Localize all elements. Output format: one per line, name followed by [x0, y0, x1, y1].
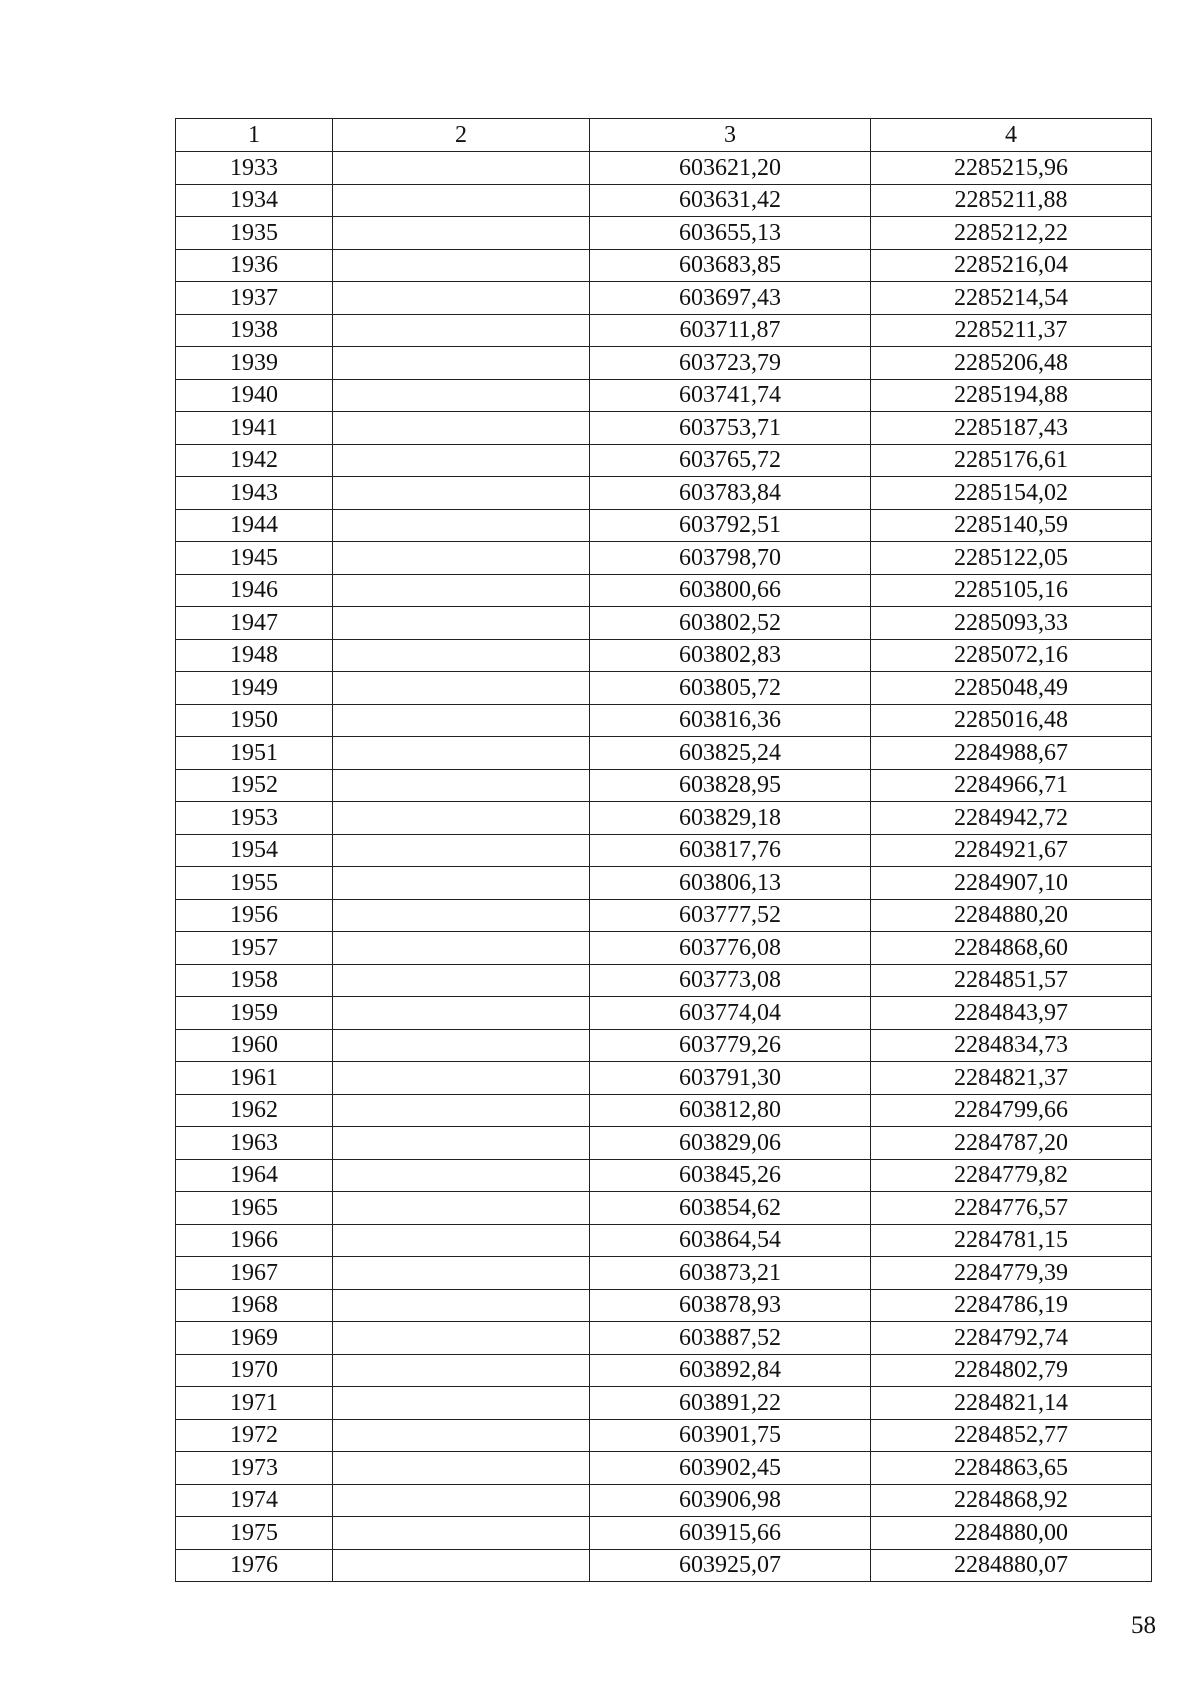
- table-cell-col4: 2284851,57: [871, 964, 1152, 997]
- table-cell-col3: 603802,52: [590, 607, 871, 640]
- table-cell-col1: 1964: [176, 1159, 333, 1192]
- table-header: [176, 119, 1152, 152]
- table-cell-col2: [333, 737, 590, 770]
- table-cell-col2: [333, 314, 590, 347]
- table-cell-col3: 603915,66: [590, 1517, 871, 1550]
- table-cell-col4: 2285140,59: [871, 509, 1152, 542]
- table-cell-col3: 603829,06: [590, 1127, 871, 1160]
- table-row: [176, 1289, 1152, 1322]
- table-row: [176, 1192, 1152, 1225]
- table-cell-col1: 1963: [176, 1127, 333, 1160]
- table-cell-col2: [333, 1354, 590, 1387]
- table-cell-col4: 2284880,20: [871, 899, 1152, 932]
- table-cell-col4: 2284907,10: [871, 867, 1152, 900]
- table-cell-col2: [333, 379, 590, 412]
- table-row: [176, 1127, 1152, 1160]
- table-cell-col3: 603774,04: [590, 997, 871, 1030]
- table-cell-col2: [333, 509, 590, 542]
- table-cell-col2: [333, 1127, 590, 1160]
- table-cell-col3: 603816,36: [590, 704, 871, 737]
- table-cell-col3: 603792,51: [590, 509, 871, 542]
- table-cell-col3: 603825,24: [590, 737, 871, 770]
- table-cell-col1: 1961: [176, 1062, 333, 1095]
- table-row: [176, 704, 1152, 737]
- table-cell-col1: 1934: [176, 184, 333, 217]
- table-cell-col1: 1976: [176, 1549, 333, 1582]
- table-cell-col1: 1938: [176, 314, 333, 347]
- table-row: [176, 997, 1152, 1030]
- table-cell-col1: 1974: [176, 1484, 333, 1517]
- table-cell-col4: 2285206,48: [871, 347, 1152, 380]
- table-row: [176, 542, 1152, 575]
- table-cell-col4: 2284776,57: [871, 1192, 1152, 1225]
- table-cell-col2: [333, 1159, 590, 1192]
- table-cell-col2: [333, 672, 590, 705]
- table-cell-col4: 2285187,43: [871, 412, 1152, 445]
- table-cell-col4: 2285093,33: [871, 607, 1152, 640]
- table-row: [176, 1094, 1152, 1127]
- table-cell-col1: 1965: [176, 1192, 333, 1225]
- table-cell-col3: 603723,79: [590, 347, 871, 380]
- table-cell-col4: 2284802,79: [871, 1354, 1152, 1387]
- table-cell-col4: 2284942,72: [871, 802, 1152, 835]
- table-cell-col3: 603891,22: [590, 1387, 871, 1420]
- table-cell-col2: [333, 1029, 590, 1062]
- table-row: [176, 834, 1152, 867]
- table-cell-col3: 603800,66: [590, 574, 871, 607]
- table-cell-col2: [333, 834, 590, 867]
- table-cell-col2: [333, 574, 590, 607]
- table-cell-col4: 2284966,71: [871, 769, 1152, 802]
- table-cell-col3: 603887,52: [590, 1322, 871, 1355]
- table-cell-col1: 1941: [176, 412, 333, 445]
- table-cell-col3: 603779,26: [590, 1029, 871, 1062]
- table-cell-col3: 603878,93: [590, 1289, 871, 1322]
- table-cell-col2: [333, 347, 590, 380]
- table-cell-col3: 603906,98: [590, 1484, 871, 1517]
- table-row: [176, 802, 1152, 835]
- table-cell-col4: 2284843,97: [871, 997, 1152, 1030]
- table-cell-col3: 603901,75: [590, 1419, 871, 1452]
- table-cell-col4: 2284786,19: [871, 1289, 1152, 1322]
- table-cell-col1: 1936: [176, 249, 333, 282]
- table-row: [176, 1549, 1152, 1582]
- table-cell-col3: 603741,74: [590, 379, 871, 412]
- table-cell-col1: 1955: [176, 867, 333, 900]
- table-cell-col2: [333, 1419, 590, 1452]
- table-cell-col1: 1942: [176, 444, 333, 477]
- table-cell-col3: 603655,13: [590, 217, 871, 250]
- table-cell-col1: 1943: [176, 477, 333, 510]
- table-cell-col1: 1940: [176, 379, 333, 412]
- table-cell-col2: [333, 639, 590, 672]
- table-cell-col1: 1972: [176, 1419, 333, 1452]
- table-cell-col4: 2284792,74: [871, 1322, 1152, 1355]
- table-cell-col2: [333, 184, 590, 217]
- table-row: [176, 1517, 1152, 1550]
- table-cell-col3: 603753,71: [590, 412, 871, 445]
- table-cell-col3: 603776,08: [590, 932, 871, 965]
- table-cell-col2: [333, 1387, 590, 1420]
- table-cell-col1: 1960: [176, 1029, 333, 1062]
- table-cell-col3: 603697,43: [590, 282, 871, 315]
- table-cell-col1: 1950: [176, 704, 333, 737]
- table-cell-col3: 603802,83: [590, 639, 871, 672]
- table-row: [176, 152, 1152, 185]
- table-cell-col4: 2285154,02: [871, 477, 1152, 510]
- table-cell-col2: [333, 1289, 590, 1322]
- table-cell-col4: 2284779,82: [871, 1159, 1152, 1192]
- table-cell-col4: 2285214,54: [871, 282, 1152, 315]
- column-header-4: 4: [871, 119, 1152, 152]
- coordinates-table: [175, 118, 1152, 1582]
- table-cell-col4: 2285211,88: [871, 184, 1152, 217]
- table-cell-col4: 2285105,16: [871, 574, 1152, 607]
- table-cell-col4: 2284821,14: [871, 1387, 1152, 1420]
- table-cell-col4: 2284863,65: [871, 1452, 1152, 1485]
- column-header-3: 3: [590, 119, 871, 152]
- table-row: [176, 639, 1152, 672]
- table-cell-col2: [333, 997, 590, 1030]
- table-cell-col4: 2284799,66: [871, 1094, 1152, 1127]
- table-cell-col2: [333, 802, 590, 835]
- table-cell-col2: [333, 899, 590, 932]
- table-row: [176, 1322, 1152, 1355]
- table-cell-col2: [333, 1452, 590, 1485]
- table-cell-col4: 2285194,88: [871, 379, 1152, 412]
- table-cell-col4: 2284834,73: [871, 1029, 1152, 1062]
- table-cell-col1: 1959: [176, 997, 333, 1030]
- table-row: [176, 477, 1152, 510]
- table-cell-col2: [333, 1257, 590, 1290]
- table-cell-col2: [333, 152, 590, 185]
- table-cell-col3: 603873,21: [590, 1257, 871, 1290]
- table-cell-col4: 2285176,61: [871, 444, 1152, 477]
- table-cell-col4: 2284779,39: [871, 1257, 1152, 1290]
- table-cell-col1: 1939: [176, 347, 333, 380]
- table-cell-col2: [333, 542, 590, 575]
- table-cell-col1: 1949: [176, 672, 333, 705]
- table-row: [176, 1354, 1152, 1387]
- table-row: [176, 1257, 1152, 1290]
- table-cell-col1: 1958: [176, 964, 333, 997]
- table-cell-col4: 2285072,16: [871, 639, 1152, 672]
- table-row: [176, 379, 1152, 412]
- table-cell-col3: 603711,87: [590, 314, 871, 347]
- table-row: [176, 607, 1152, 640]
- table-cell-col1: 1945: [176, 542, 333, 575]
- table-cell-col2: [333, 1517, 590, 1550]
- table-cell-col1: 1937: [176, 282, 333, 315]
- table-cell-col2: [333, 964, 590, 997]
- table-cell-col2: [333, 412, 590, 445]
- table-cell-col2: [333, 867, 590, 900]
- table-cell-col3: 603773,08: [590, 964, 871, 997]
- table-cell-col3: 603854,62: [590, 1192, 871, 1225]
- table-cell-col3: 603631,42: [590, 184, 871, 217]
- table-cell-col3: 603806,13: [590, 867, 871, 900]
- table-row: [176, 1224, 1152, 1257]
- table-cell-col1: 1935: [176, 217, 333, 250]
- table-cell-col2: [333, 1192, 590, 1225]
- table-cell-col2: [333, 249, 590, 282]
- table-cell-col1: 1970: [176, 1354, 333, 1387]
- table-cell-col3: 603829,18: [590, 802, 871, 835]
- table-row: [176, 932, 1152, 965]
- table-cell-col3: 603925,07: [590, 1549, 871, 1582]
- table-cell-col2: [333, 704, 590, 737]
- table-cell-col3: 603777,52: [590, 899, 871, 932]
- table-cell-col1: 1973: [176, 1452, 333, 1485]
- table-row: [176, 1452, 1152, 1485]
- table-cell-col1: 1951: [176, 737, 333, 770]
- table-cell-col2: [333, 444, 590, 477]
- table-cell-col1: 1946: [176, 574, 333, 607]
- table-cell-col1: 1962: [176, 1094, 333, 1127]
- table-cell-col2: [333, 1094, 590, 1127]
- table-cell-col3: 603783,84: [590, 477, 871, 510]
- table-cell-col1: 1953: [176, 802, 333, 835]
- table-cell-col3: 603892,84: [590, 1354, 871, 1387]
- table-row: [176, 1062, 1152, 1095]
- table-cell-col4: 2285048,49: [871, 672, 1152, 705]
- table-cell-col4: 2284868,92: [871, 1484, 1152, 1517]
- table-cell-col2: [333, 932, 590, 965]
- table-cell-col3: 603812,80: [590, 1094, 871, 1127]
- table-cell-col2: [333, 1322, 590, 1355]
- table-row: [176, 249, 1152, 282]
- table-cell-col4: 2284781,15: [871, 1224, 1152, 1257]
- table-cell-col2: [333, 1549, 590, 1582]
- table-cell-col3: 603845,26: [590, 1159, 871, 1192]
- table-cell-col1: 1933: [176, 152, 333, 185]
- table-cell-col4: 2285016,48: [871, 704, 1152, 737]
- table-cell-col4: 2284787,20: [871, 1127, 1152, 1160]
- table-row: [176, 1484, 1152, 1517]
- table-cell-col2: [333, 217, 590, 250]
- table-row: [176, 509, 1152, 542]
- table-cell-col1: 1954: [176, 834, 333, 867]
- table-cell-col4: 2284880,00: [871, 1517, 1152, 1550]
- table-cell-col2: [333, 1062, 590, 1095]
- table-row: [176, 1159, 1152, 1192]
- table-cell-col1: 1975: [176, 1517, 333, 1550]
- table-cell-col2: [333, 607, 590, 640]
- table-cell-col3: 603683,85: [590, 249, 871, 282]
- table-cell-col3: 603798,70: [590, 542, 871, 575]
- table-row: [176, 964, 1152, 997]
- page-number: 58: [1131, 1612, 1156, 1639]
- table-cell-col1: 1952: [176, 769, 333, 802]
- table-cell-col1: 1956: [176, 899, 333, 932]
- table-row: [176, 314, 1152, 347]
- table-body: [176, 152, 1152, 1582]
- table-cell-col2: [333, 1484, 590, 1517]
- table-row: [176, 347, 1152, 380]
- table-cell-col1: 1944: [176, 509, 333, 542]
- table-cell-col3: 603621,20: [590, 152, 871, 185]
- table-row: [176, 1029, 1152, 1062]
- table-row: [176, 444, 1152, 477]
- table-row: [176, 769, 1152, 802]
- table-cell-col3: 603817,76: [590, 834, 871, 867]
- table-row: [176, 217, 1152, 250]
- table-row: [176, 737, 1152, 770]
- table-cell-col3: 603791,30: [590, 1062, 871, 1095]
- table-cell-col2: [333, 477, 590, 510]
- table-cell-col2: [333, 1224, 590, 1257]
- table-cell-col1: 1948: [176, 639, 333, 672]
- table-row: [176, 282, 1152, 315]
- table-cell-col1: 1957: [176, 932, 333, 965]
- table-cell-col4: 2285216,04: [871, 249, 1152, 282]
- table-cell-col1: 1967: [176, 1257, 333, 1290]
- table-cell-col3: 603864,54: [590, 1224, 871, 1257]
- table-cell-col4: 2285122,05: [871, 542, 1152, 575]
- table-cell-col4: 2284988,67: [871, 737, 1152, 770]
- table-cell-col3: 603805,72: [590, 672, 871, 705]
- table-cell-col3: 603828,95: [590, 769, 871, 802]
- table-cell-col4: 2284821,37: [871, 1062, 1152, 1095]
- table-cell-col1: 1969: [176, 1322, 333, 1355]
- column-header-1: 1: [176, 119, 333, 152]
- header-row: [176, 119, 1152, 152]
- table-row: [176, 867, 1152, 900]
- table-row: [176, 184, 1152, 217]
- column-header-2: 2: [333, 119, 590, 152]
- table-cell-col1: 1971: [176, 1387, 333, 1420]
- table-cell-col2: [333, 282, 590, 315]
- table-cell-col4: 2285215,96: [871, 152, 1152, 185]
- table-row: [176, 412, 1152, 445]
- table-cell-col4: 2284868,60: [871, 932, 1152, 965]
- table-row: [176, 899, 1152, 932]
- table-cell-col2: [333, 769, 590, 802]
- table-row: [176, 1387, 1152, 1420]
- table-cell-col4: 2284921,67: [871, 834, 1152, 867]
- table-cell-col1: 1968: [176, 1289, 333, 1322]
- table-cell-col4: 2284880,07: [871, 1549, 1152, 1582]
- table-cell-col4: 2284852,77: [871, 1419, 1152, 1452]
- table-cell-col3: 603765,72: [590, 444, 871, 477]
- table-cell-col3: 603902,45: [590, 1452, 871, 1485]
- table-cell-col4: 2285211,37: [871, 314, 1152, 347]
- table-cell-col4: 2285212,22: [871, 217, 1152, 250]
- table-cell-col1: 1966: [176, 1224, 333, 1257]
- table-row: [176, 672, 1152, 705]
- table-row: [176, 1419, 1152, 1452]
- table-cell-col1: 1947: [176, 607, 333, 640]
- table-row: [176, 574, 1152, 607]
